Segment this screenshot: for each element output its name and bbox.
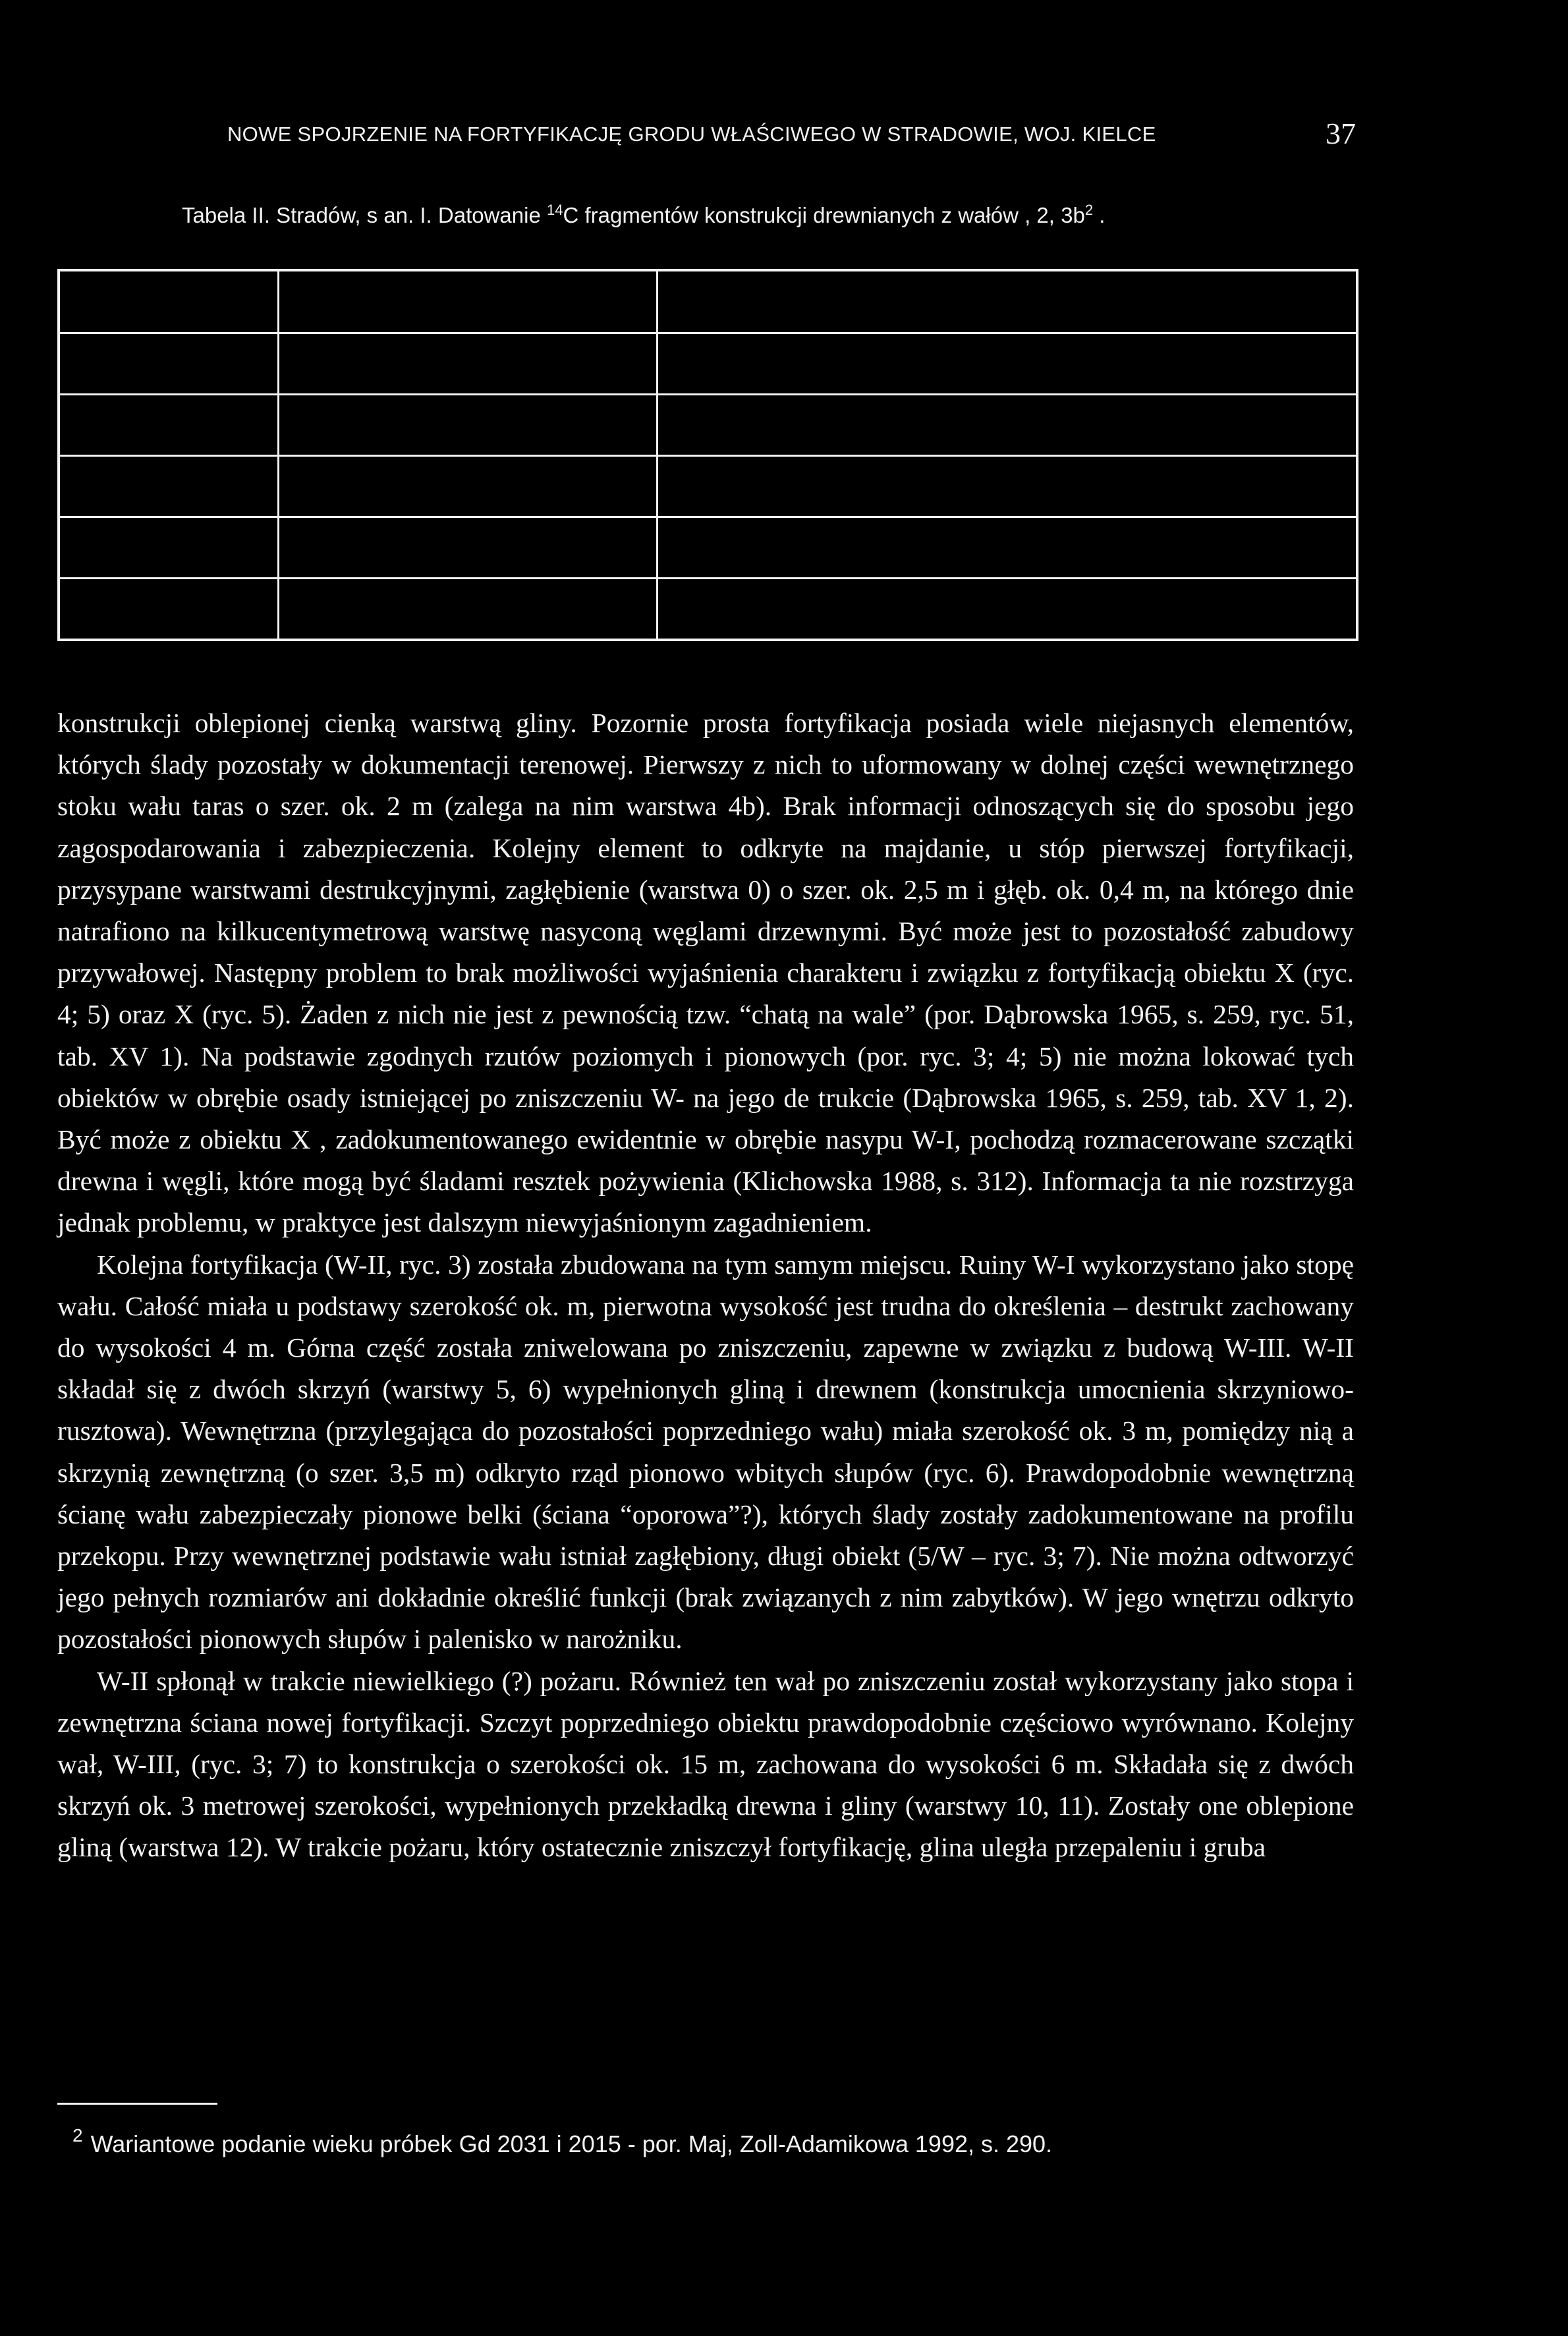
footnote-mark: 2 [72,2125,83,2146]
running-title: NOWE SPOJRZENIE NA FORTYFIKACJĘ GRODU WŁAŚCIWEGO W STRADOWIE, WOJ. KIELCE [227,123,1156,146]
table-row-divider [60,577,1356,579]
table-row-divider [60,393,1356,395]
footnote [72,2125,1324,2158]
article-body [57,702,1354,1869]
table-row-divider [60,516,1356,518]
table-row-divider [60,332,1356,334]
body-paragraph: konstrukcji oblepionej cienką warstwą gliny. Pozornie prosta fortyfikacja posiada wiele niejasnych elementów, których ślady pozostały w dokumentacji terenowej. Pierwszy z nich to uformowany w dolnej części wewnętrznego stoku wału taras o szer. ok. 2 m (zalega na nim warstwa 4b). Brak informacji odnoszących się do sposobu jego zagospodarowania i zabezpieczenia. Kolejny element to odkryte na majdanie, u stóp pierwszej fortyfikacji, przysypane warstwami destrukcyjnymi, zagłębienie (warstwa 0) o szer. ok. 2,5 m i głęb. ok. 0,4 m, na którego dnie natrafiono na kilkucentymetrową warstwę nasyconą węglami drzewnymi. Być może jest to pozostałość zabudowy przywałowej. Następny problem to brak możliwości wyjaśnienia charakteru i związku z fortyfikacją obiektu X (ryc. 4; 5) oraz X (ryc. 5). Żaden z nich nie jest z pewnością tzw. “chatą na wale” (por. Dąbrowska 1965, s. 259, ryc. 51, tab. XV 1). Na podstawie zgodnych rzutów poziomych i pionowych (por. ryc. 3; 4; 5) nie można lokować tych obiektów w obrębie osady istniejącej po zniszczeniu W- na jego de trukcie (Dąbrowska 1965, s. 259, tab. XV 1, 2). Być może z obiektu X , zadokumentowanego ewidentnie w obrębie nasypu W-I, pochodzą rozmacerowane szczątki drewna i węgli, które mogą być śladami resztek pożywienia (Klichowska 1988, s. 312). Informacja ta nie rozstrzyga jednak problemu, w praktyce jest dalszym niewyjaśnionym zagadnieniem. [57,708,1354,1238]
footnote-text: Wariantowe podanie wieku próbek Gd 2031 i 2015 - por. Maj, Zoll-Adamikowa 1992, s. 290. [90,2130,1053,2157]
body-paragraph: W-II spłonął w trakcie niewielkiego (?) pożaru. Również ten wał po zniszczeniu został wykorzystany jako stopa i zewnętrzna ściana nowej fortyfikacji. Szczyt poprzedniego obiektu prawdopodobnie częściowo wyrównano. Kolejny wał, W-III, (ryc. 3; 7) to konstrukcja o szerokości ok. 15 m, zachowana do wysokości 6 m. Składała się z dwóch skrzyń ok. 3 metrowej szerokości, wypełnionych przekładką drewna i gliny (warstwy 10, 11). Zostały one oblepione gliną (warstwa 12). W trakcie pożaru, który ostatecznie zniszczył fortyfikację, glina uległa przepaleniu i gruba [57,1665,1354,1863]
table-caption-superscript: 14 [546,202,563,218]
table-caption-prefix: Tabela II. Stradów, s an. I. Datowanie [182,203,547,227]
footnote-separator [57,2103,217,2105]
table-caption-footnote-ref: 2 [1084,202,1094,218]
table-caption-middle: C fragmentów konstrukcji drewnianych z wałów , 2, 3b [563,203,1085,227]
page-number: 37 [1326,117,1356,150]
table-row-divider [60,455,1356,457]
table-caption-end: . [1093,203,1106,227]
table-caption [182,202,1105,228]
dating-table-grid [57,269,1358,641]
body-paragraph: Kolejna fortyfikacja (W-II, ryc. 3) została zbudowana na tym samym miejscu. Ruiny W-I wykorzystano jako stopę wału. Całość miała u podstawy szerokość ok. m, pierwotna wysokość jest trudna do określenia – destrukt zachowany do wysokości 4 m. Górna część została zniwelowana po zniszczeniu, zapewne w związku z budową W-III. W-II składał się z dwóch skrzyń (warstwy 5, 6) wypełnionych gliną i drewnem (konstrukcja umocnienia skrzyniowo-rusztowa). Wewnętrzna (przylegająca do pozostałości poprzedniego wału) miała szerokość ok. 3 m, pomiędzy nią a skrzynią zewnętrzną (o szer. 3,5 m) odkryto rząd pionowo wbitych słupów (ryc. 6). Prawdopodobnie wewnętrzną ścianę wału zabezpieczały pionowe belki (ściana “oporowa”?), których ślady zostały zadokumentowane na profilu przekopu. Przy wewnętrznej podstawie wału istniał zagłębiony, długi obiekt (5/W – ryc. 3; 7). Nie można odtworzyć jego pełnych rozmiarów ani dokładnie określić funkcji (brak związanych z nim zabytków). W jego wnętrzu odkryto pozostałości pionowych słupów i palenisko w narożniku. [57,1249,1354,1655]
